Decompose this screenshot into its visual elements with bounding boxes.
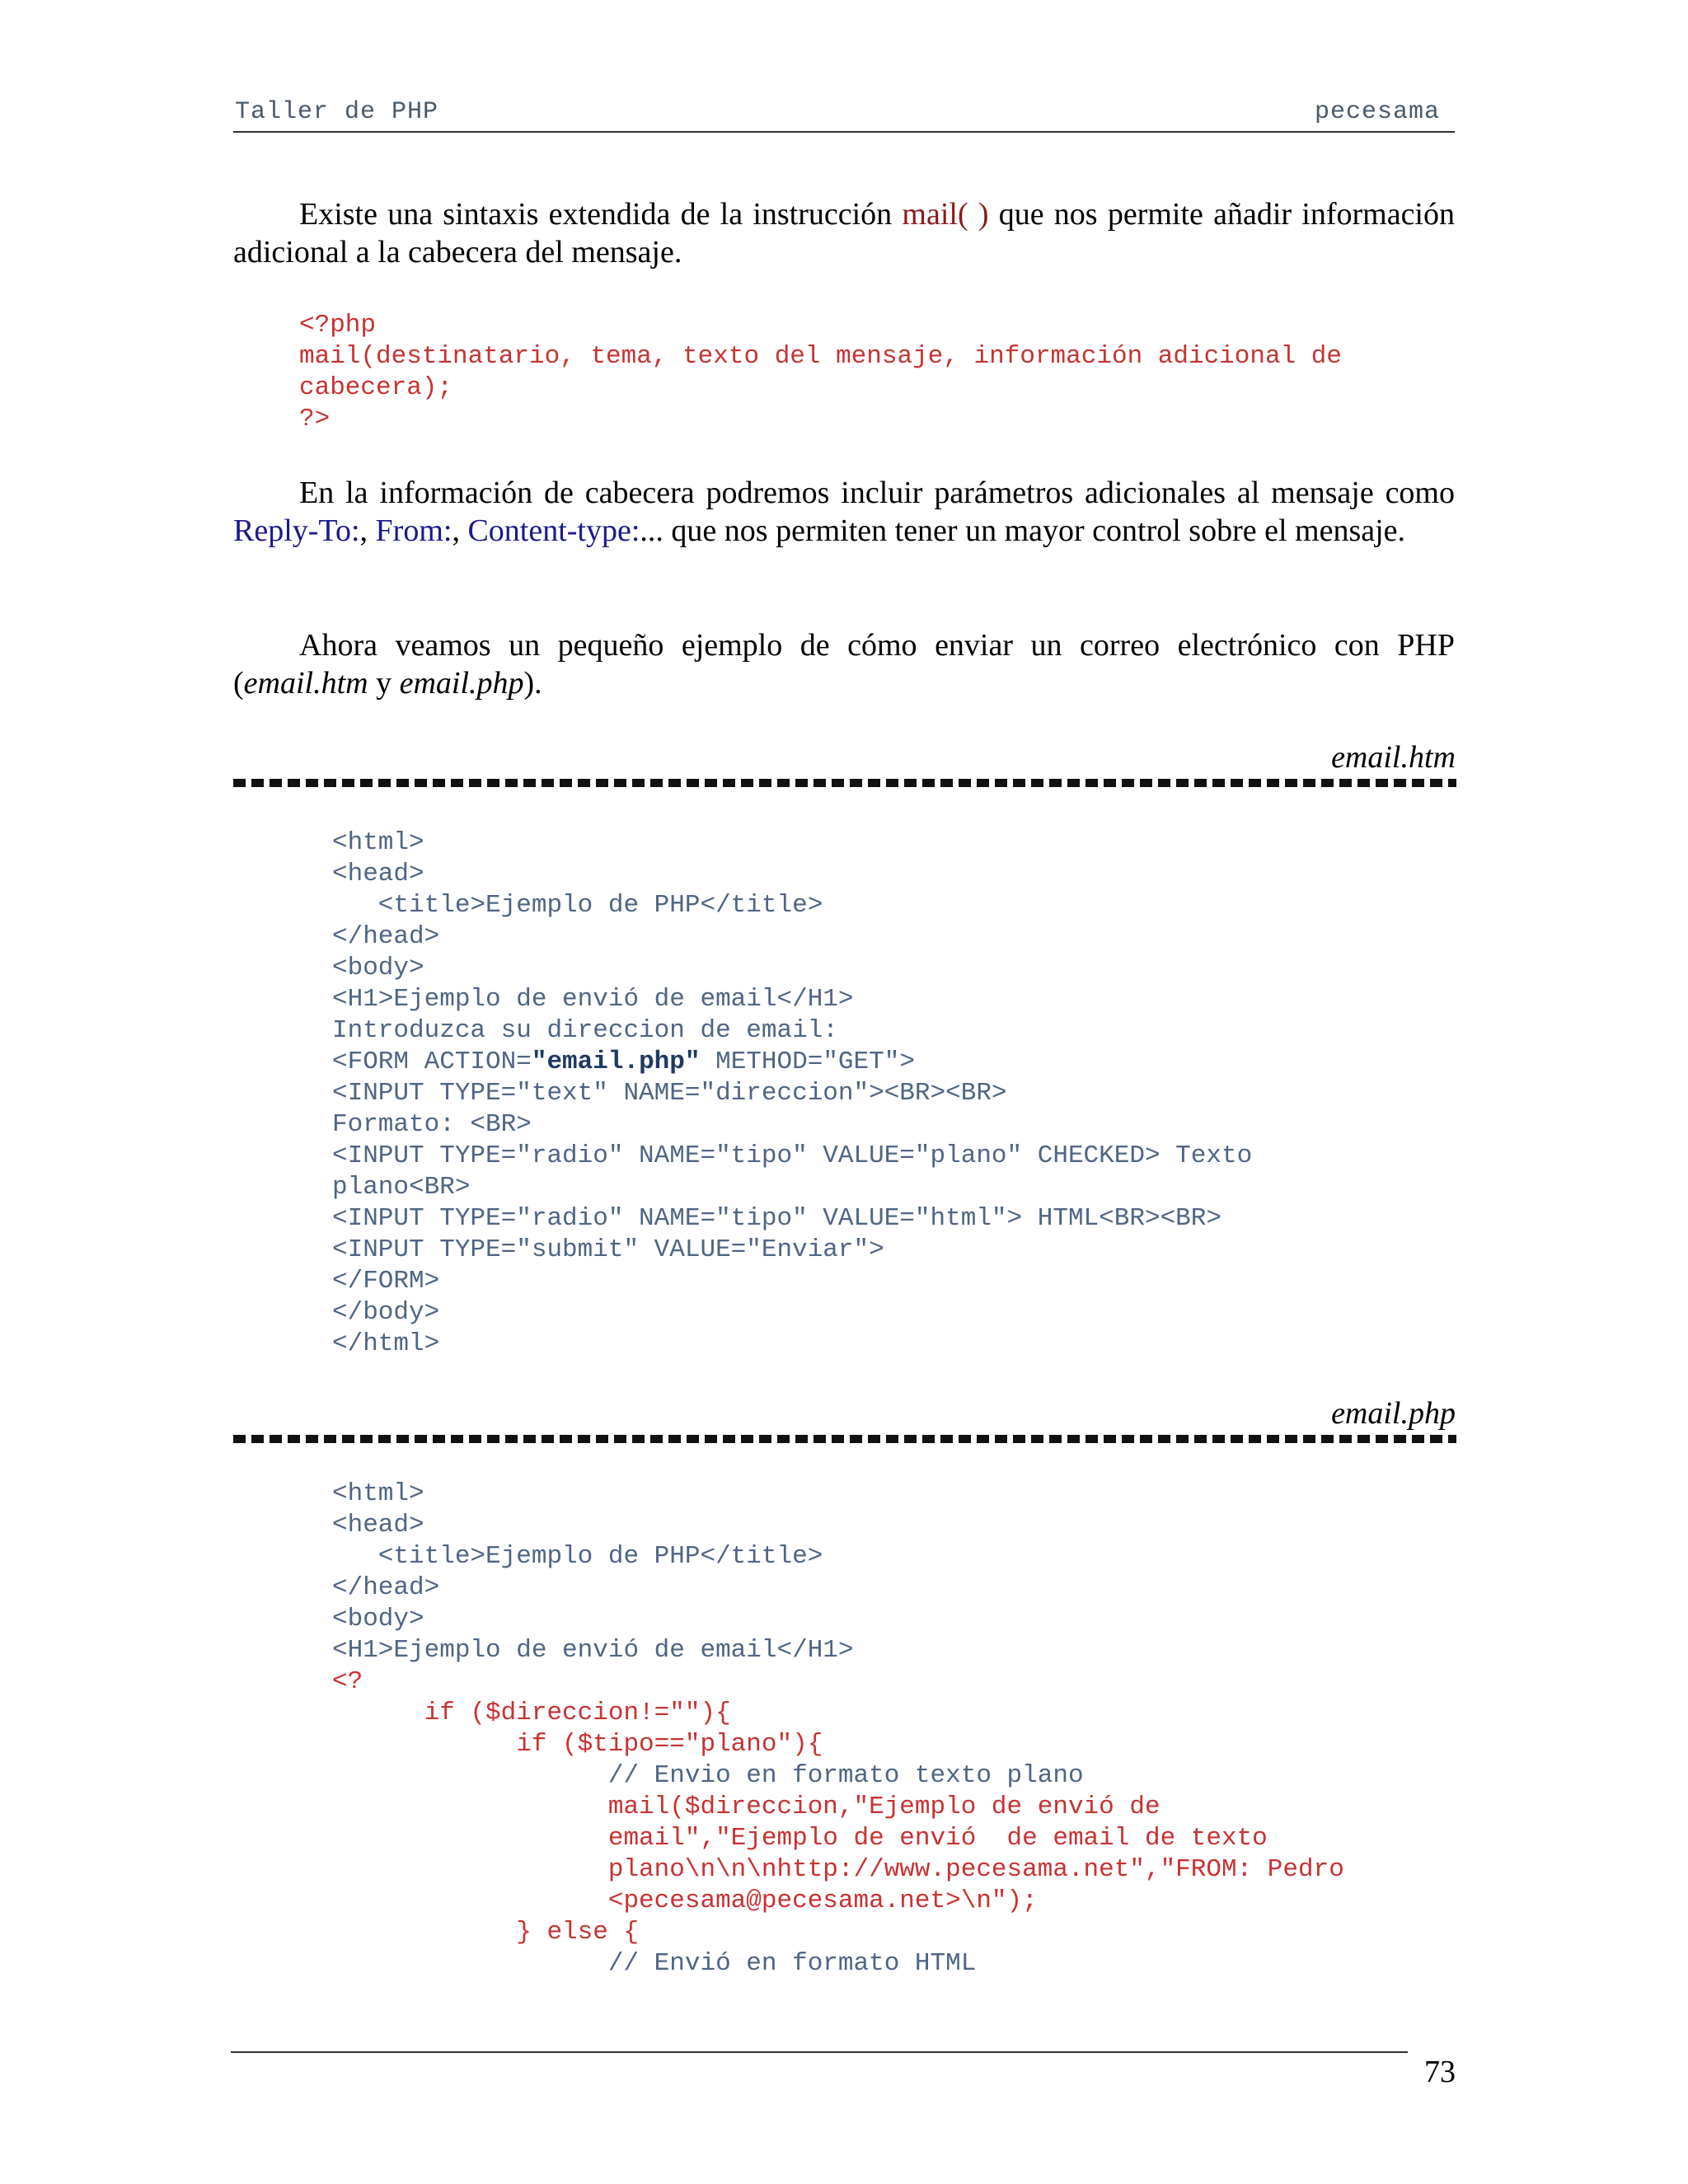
dashed-separator <box>233 1435 1456 1443</box>
keyword-from: From: <box>375 513 452 548</box>
file-email-htm: email.htm <box>243 666 368 701</box>
keyword-reply-to: Reply-To: <box>233 513 360 548</box>
paragraph-example: Ahora veamos un pequeño ejemplo de cómo enviar un correo electrónico con PHP (email.htm y email.php). <box>233 628 1455 701</box>
page-number: 73 <box>1424 2055 1456 2089</box>
running-header <box>233 96 1455 133</box>
code-comment: // Envio en formato texto plano <box>607 1761 1084 1790</box>
header-title: Taller de PHP <box>235 98 439 126</box>
file-email-php: email.php <box>399 666 524 701</box>
header-author: pecesama <box>1314 98 1440 126</box>
paragraph-intro: Existe una sintaxis extendida de la instrucción mail( ) que nos permite añadir información adicional a la cabecera del mensaje. <box>233 197 1455 269</box>
code-comment: // Envió en formato HTML <box>332 1949 977 1978</box>
mail-function-name: mail( ) <box>902 197 989 232</box>
code-mail-syntax: <?php mail(destinatario, tema, texto del mensaje, información adicional de cabecera); ?> <box>299 311 1343 434</box>
section-filename-htm: email.htm <box>1331 740 1456 775</box>
form-action-value: email.php <box>546 1047 685 1076</box>
code-email-htm: <html> <head> <title>Ejemplo de PHP</title> </head> <body> <H1>Ejemplo de envió de email</H1> Introduzca su direccion de email: <FORM ACTION="email.php" METHOD="GET"> <INPUT TYPE="text" NAME="direccion"><BR><BR> Formato: <BR> <INPUT TYPE="radio" NAME="tipo" VALUE="plano" CHECKED> Texto plano<BR> <INPUT TYPE="radio" NAME="tipo" VALUE="html"> HTML<BR><BR> <INPUT TYPE="submit" VALUE="Enviar"> </FORM> </body> </html> <box>332 828 1253 1358</box>
keyword-content-type: Content-type: <box>467 513 640 548</box>
section-filename-php: email.php <box>1331 1396 1456 1431</box>
paragraph-headers: En la información de cabecera podremos incluir parámetros adicionales al mensaje como Reply-To:, From:, Content-type:... que nos permiten tener un mayor control sobre el mensaje. <box>233 476 1455 548</box>
code-email-php: <html> <head> <title>Ejemplo de PHP</title> </head> <body> <H1>Ejemplo de envió de email</H1> <? if ($direccion!=""){ if ($tipo=="plano"){ // Envio en formato texto plano mail($direccion,"Ejemplo de envió de email","Ejemplo de envió de email de texto plano\n\n\nhttp://www.pecesama.net","FROM: Pedro <pecesama@pecesama.net>\n"); } else { // Envió en formato HTML <box>332 1479 1344 1978</box>
dashed-separator <box>233 779 1456 787</box>
footer-rule <box>231 2051 1408 2053</box>
